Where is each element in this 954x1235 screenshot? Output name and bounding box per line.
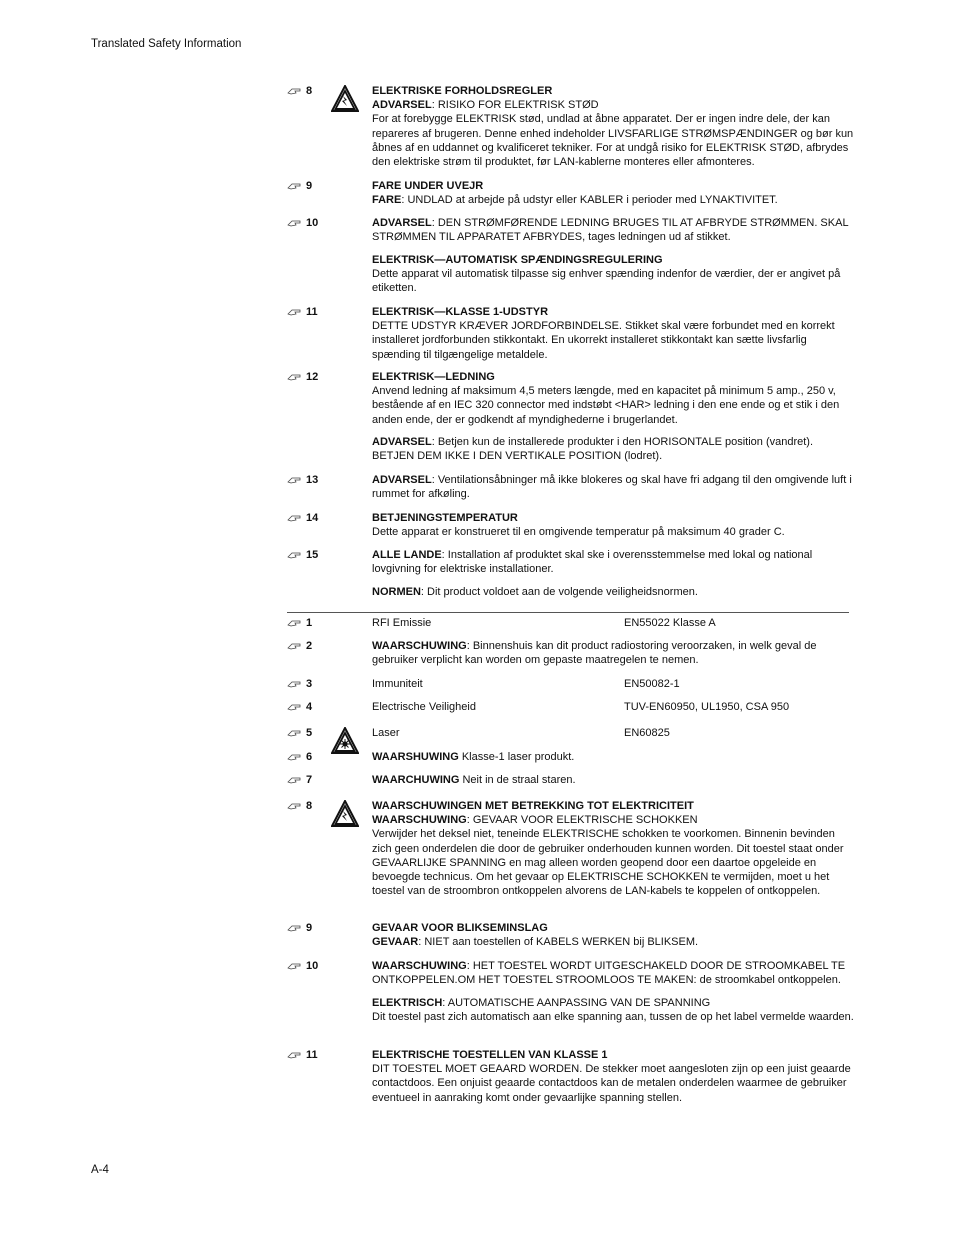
item-number: 2 — [287, 639, 327, 653]
warning-text: : Installation af produktet skal ske i overensstemmelse med lokal og national lovgivning for elektriske installationer. — [372, 549, 813, 576]
warning-text: Klasse-1 laser produkt. — [458, 751, 575, 763]
laser-hazard-icon — [331, 727, 359, 755]
warning-lead: WAARSHUWING — [372, 751, 459, 763]
warning-lead: FARE — [372, 194, 402, 207]
warning-lead: WAARSCHUWING — [372, 814, 467, 827]
warning-text: : DEN STRØMFØRENDE LEDNING BRUGES TIL AT AFBRYDE STRØMMEN. SKAL STRØMMEN TIL APPARATET AFBRYDES, tages ledningen ud af stikket. — [372, 217, 849, 244]
warning-text: : GEVAAR VOOR ELEKTRISCHE SCHOKKEN — [466, 814, 698, 827]
warning-lead: WAARSCHUWING — [372, 960, 467, 972]
section-title: ELEKTRISKE FORHOLDSREGLER — [372, 85, 553, 97]
hand-pointer-icon — [287, 551, 302, 559]
standard-value: TUV-EN60950, UL1950, CSA 950 — [624, 701, 790, 713]
body-text: DETTE UDSTYR KRÆVER JORDFORBINDELSE. Stikket skal være forbundet med en korrekt installeret jordforbunden stikkontakt. En ukorrekt installeret stikkontakt kan sætte livsfarlig spænding til tilgængelige metaldele. — [372, 320, 835, 361]
hand-pointer-icon — [287, 776, 302, 784]
warning-lead: NORMEN — [372, 586, 421, 598]
standard-value: EN50082-1 — [624, 678, 680, 690]
warning-lead: WAARCHUWING — [372, 774, 460, 786]
hand-pointer-icon — [287, 729, 302, 737]
hand-pointer-icon — [287, 680, 302, 688]
item-number: 4 — [287, 700, 327, 714]
body-text: For at forebygge ELEKTRISK stød, undlad at åbne apparatet. Der er ingen indre dele, der kan repareres af brugeren. Denne enhed indeholder LIVSFARLIGE STRØMSPÆNDINGER og bør kun åbnes af en uddannet og kvalificeret tekniker. For at undgå risiko for ELEKTRISK STØD, afbrydes den elektriske strøm til produktet, før LAN-kablerne monteres eller afmonteres. — [372, 113, 854, 169]
standard-label: RFI Emissie — [372, 617, 432, 629]
warning-lead: ADVARSEL — [372, 436, 432, 448]
warning-text: : AUTOMATISCHE AANPASSING VAN DE SPANNING — [442, 997, 711, 1009]
section-title: WAARSCHUWINGEN MET BETREKKING TOT ELEKTRICITEIT — [372, 800, 694, 812]
electric-hazard-icon — [331, 800, 359, 828]
hand-pointer-icon — [287, 182, 302, 190]
warning-text: : Betjen kun de installerede produkter i den HORISONTALE position (vandret). BETJEN DEM IKKE I DEN VERTIKALE POSITION (lodret). — [372, 436, 814, 463]
page-number: A-4 — [91, 1164, 109, 1176]
body-text: Dette apparat er konstrueret til en omgivende temperatur på maksimum 40 grader C. — [372, 526, 785, 539]
item-number: 14 — [287, 511, 327, 525]
hand-pointer-icon — [287, 514, 302, 522]
standard-label: Electrische Veiligheid — [372, 701, 476, 713]
item-number: 12 — [287, 370, 327, 384]
body-text: Anvend ledning af maksimum 4,5 meters længde, med en kapacitet på minimum 5 amp., 250 v, bestående af en IEC 320 connector med indstøbt <HAR> ledning i den ene ende og et stik i den anden ende, der er godkendt af myndighederne i brugerlandet. — [372, 385, 840, 426]
section-divider — [287, 612, 849, 613]
warning-lead: WAARSCHUWING — [372, 640, 467, 652]
hand-pointer-icon — [287, 476, 302, 484]
body-text: Dit toestel past zich automatisch aan elke spanning aan, tussen de op het label vermelde waarden. — [372, 1011, 854, 1024]
section-title: ELEKTRISK—KLASSE 1-UDSTYR — [372, 306, 549, 318]
standard-value: EN55022 Klasse A — [624, 617, 716, 629]
warning-text: : HET TOESTEL WORDT UITGESCHAKELD DOOR DE STROOMKABEL TE ONTKOPPELEN.OM HET TOESTEL STROOMLOOS TE MAKEN: de stroomkabel ontkoppelen. — [372, 960, 846, 987]
warning-text: : UNDLAD at arbejde på udstyr eller KABLER i perioder med LYNAKTIVITET. — [401, 194, 778, 207]
section-title: BETJENINGSTEMPERATUR — [372, 512, 518, 524]
hand-pointer-icon — [287, 703, 302, 711]
body-text: Dette apparat vil automatisk tilpasse sig enhver spænding indenfor de værdier, der er angivet på etiketten. — [372, 268, 841, 295]
item-number: 7 — [287, 773, 327, 787]
warning-text: : NIET aan toestellen of KABELS WERKEN bij BLIKSEM. — [418, 936, 699, 949]
item-number: 5 — [287, 726, 327, 740]
item-number: 1 — [287, 616, 327, 630]
section-title: ELEKTRISK—LEDNING — [372, 371, 495, 383]
hand-pointer-icon — [287, 962, 302, 970]
standard-label: Immuniteit — [372, 678, 423, 690]
warning-lead: ALLE LANDE — [372, 549, 442, 561]
warning-lead: ADVARSEL — [372, 474, 432, 486]
item-number: 10 — [287, 216, 327, 230]
item-number: 3 — [287, 677, 327, 691]
item-number: 9 — [287, 921, 327, 935]
item-number: 9 — [287, 179, 327, 193]
warning-text: : Dit product voldoet aan de volgende veiligheidsnormen. — [420, 586, 698, 598]
section-title: ELEKTRISCHE TOESTELLEN VAN KLASSE 1 — [372, 1049, 608, 1061]
warning-lead: ADVARSEL — [372, 217, 432, 229]
hand-pointer-icon — [287, 87, 302, 95]
running-header: Translated Safety Information — [91, 38, 242, 50]
item-number: 13 — [287, 473, 327, 487]
hand-pointer-icon — [287, 219, 302, 227]
section-title: ELEKTRISK—AUTOMATISK SPÆNDINGSREGULERING — [372, 254, 663, 266]
warning-text: : Ventilationsåbninger må ikke blokeres og skal have fri adgang til den omgivende luft i rummet for afkøling. — [372, 474, 852, 501]
standard-label: Laser — [372, 727, 400, 739]
section-title: GEVAAR VOOR BLIKSEMINSLAG — [372, 922, 548, 934]
hand-pointer-icon — [287, 373, 302, 381]
item-number: 10 — [287, 959, 327, 973]
item-number: 8 — [287, 84, 327, 98]
hand-pointer-icon — [287, 642, 302, 650]
item-number: 6 — [287, 750, 327, 764]
electric-hazard-icon — [331, 85, 359, 113]
body-text: DIT TOESTEL MOET GEAARD WORDEN. De stekker moet aangesloten zijn op een juist geaarde contactdoos. Een onjuist geaarde contactdoos kan de metalen onderdelen waarmee de gebruiker eventueel in aanraking komt onder gevaarlijke spanning stellen. — [372, 1063, 851, 1104]
hand-pointer-icon — [287, 802, 302, 810]
warning-lead: GEVAAR — [372, 936, 419, 949]
hand-pointer-icon — [287, 1051, 302, 1059]
hand-pointer-icon — [287, 924, 302, 932]
warning-text: : Binnenshuis kan dit product radiostoring veroorzaken, in welk geval de gebruiker verplicht kan worden om gepaste maatregelen te nemen. — [372, 640, 817, 667]
warning-text: : RISIKO FOR ELEKTRISK STØD — [431, 99, 599, 112]
section-title: FARE UNDER UVEJR — [372, 180, 484, 192]
hand-pointer-icon — [287, 753, 302, 761]
item-number: 8 — [287, 799, 327, 813]
item-number: 11 — [287, 305, 327, 319]
warning-text: Neit in de straal staren. — [459, 774, 576, 786]
standard-value: EN60825 — [624, 727, 670, 739]
hand-pointer-icon — [287, 308, 302, 316]
item-number: 11 — [287, 1048, 327, 1062]
hand-pointer-icon — [287, 619, 302, 627]
body-text: Verwijder het deksel niet, teneinde ELEKTRISCHE schokken te voorkomen. Binnenin bevinden zich geen onderdelen die door de gebruiker onderhouden kunnen worden. Dit toestel staat onder GEVAARLIJKE SPANNING en mag alleen worden geopend door een daartoe opgeleide en bevoegde technicus. Om het gevaar op ELEKTRISCHE SCHOKKEN te vermijden, moet u het toestel van de stroombron ontkoppelen alvorens de LAN-kabels te koppelen of ontkoppelen. — [372, 828, 844, 898]
warning-lead: ADVARSEL — [372, 99, 432, 112]
item-number: 15 — [287, 548, 327, 562]
warning-lead: ELEKTRISCH — [372, 997, 443, 1009]
